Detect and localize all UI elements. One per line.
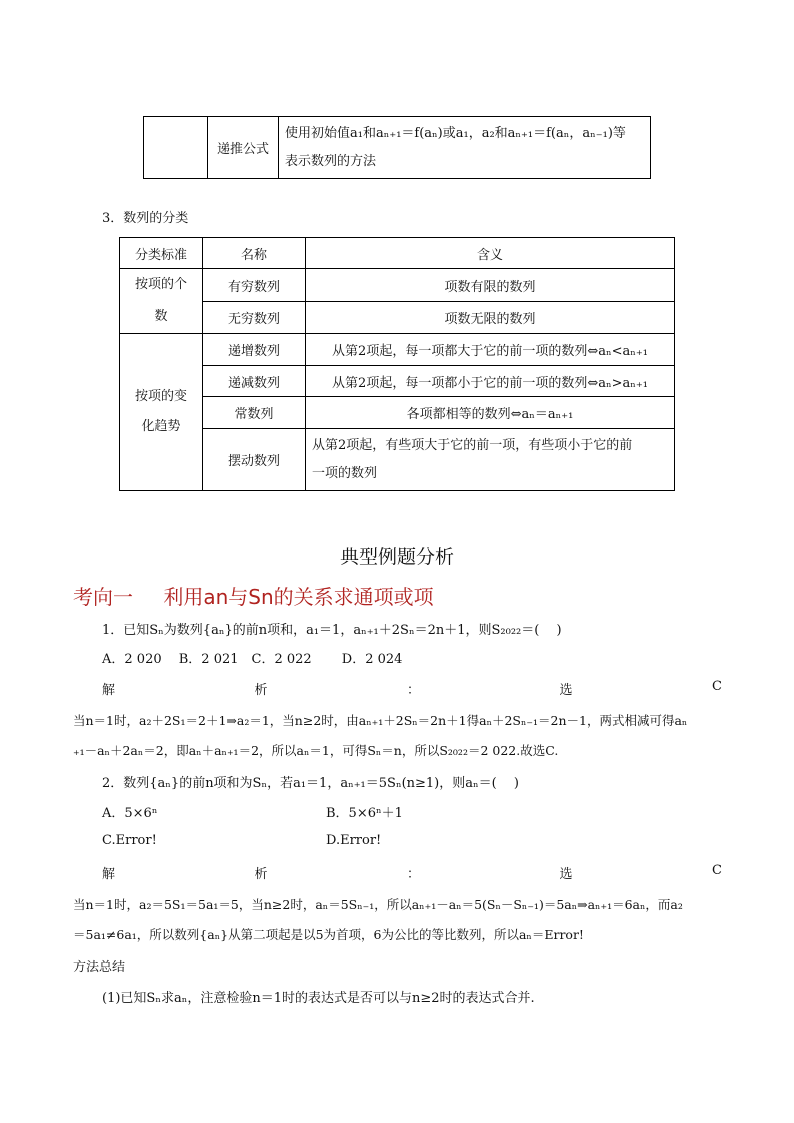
row-name: 摆动数列 xyxy=(203,429,306,491)
group-by-count-line2: 数 xyxy=(154,309,168,324)
sol-char: 解 xyxy=(102,867,116,882)
q2-solution-line2: ＝5a₁≠6a₁，所以数列{aₙ}从第二项起是以5为首项，6为公比的等比数列，所以aₙ＝Error! xyxy=(73,927,584,942)
sol-char: 析 xyxy=(254,683,268,698)
row-meaning: 从第2项起，每一项都小于它的前一项的数列⇔aₙ>aₙ₊₁ xyxy=(306,366,675,397)
definition-table xyxy=(143,116,651,179)
kaoxiang-label: 考向一 xyxy=(73,585,133,609)
header-name: 名称 xyxy=(203,238,306,269)
recursive-formula-label: 递推公式 xyxy=(208,117,279,179)
group-by-count xyxy=(120,269,203,334)
q2-option-b: B．5×6ⁿ＋1 xyxy=(326,806,403,821)
sol-char: 解 xyxy=(102,683,116,698)
q2-option-d: D.Error! xyxy=(326,833,382,848)
section-3-title: 3．数列的分类 xyxy=(102,211,189,226)
sol-char: 析 xyxy=(254,867,268,882)
classification-table xyxy=(119,237,675,491)
row-name: 有穷数列 xyxy=(203,269,306,302)
q1-solution-label xyxy=(102,679,722,698)
q2-solution-label xyxy=(102,863,722,882)
q2-solution-line1: 当n＝1时，a₂＝5S₁＝5a₁＝5，当n≥2时，aₙ＝5Sₙ₋₁，所以aₙ₊₁－aₙ＝5(Sₙ－Sₙ₋₁)＝5aₙ⇒aₙ₊₁＝6aₙ，而a₂ xyxy=(73,897,683,912)
method-item-1: (1)已知Sₙ求aₙ，注意检验n＝1时的表达式是否可以与n≥2时的表达式合并. xyxy=(102,991,535,1006)
row-name: 递减数列 xyxy=(203,366,306,397)
header-meaning: 含义 xyxy=(306,238,675,269)
group-by-trend-line1: 按项的变 xyxy=(134,389,187,404)
q1-stem: 1．已知Sₙ为数列{aₙ}的前n项和，a₁＝1，aₙ₊₁＋2Sₙ＝2n＋1，则S₂₀₂₂＝( ) xyxy=(102,623,562,638)
sol-char: ： xyxy=(407,683,421,698)
sol-char: 选 xyxy=(559,867,573,882)
q2-option-c: C.Error! xyxy=(102,833,157,848)
group-by-trend xyxy=(120,334,203,491)
q2-stem: 2．数列{aₙ}的前n项和为Sₙ，若a₁＝1，aₙ₊₁＝5Sₙ(n≥1)，则aₙ＝( ) xyxy=(102,776,519,791)
group-by-count-line1: 按项的个 xyxy=(134,277,187,292)
sol-char: ： xyxy=(407,867,421,882)
row-meaning: 项数有限的数列 xyxy=(306,269,675,302)
kaoxiang-title: 利用an与Sn的关系求通项或项 xyxy=(163,585,434,609)
sol-char: C xyxy=(712,679,722,694)
method-title: 方法总结 xyxy=(73,960,126,975)
row-meaning: 各项都相等的数列⇔aₙ＝aₙ₊₁ xyxy=(306,397,675,429)
content-line-2: 表示数列的方法 xyxy=(285,153,377,169)
empty-cell xyxy=(144,117,208,179)
row-meaning xyxy=(306,429,675,491)
recursive-formula-content xyxy=(279,117,651,179)
row-meaning-line1: 从第2项起，有些项大于它的前一项，有些项小于它的前 xyxy=(312,437,633,453)
row-meaning-line2: 一项的数列 xyxy=(312,465,378,481)
row-meaning: 项数无限的数列 xyxy=(306,302,675,334)
kaoxiang-heading xyxy=(73,581,434,610)
q2-option-a: A．5×6ⁿ xyxy=(102,806,158,821)
row-name: 常数列 xyxy=(203,397,306,429)
row-meaning: 从第2项起，每一项都大于它的前一项的数列⇔aₙ<aₙ₊₁ xyxy=(306,334,675,366)
sol-char: 选 xyxy=(559,683,573,698)
header-standard: 分类标准 xyxy=(120,238,203,269)
q1-solution-line1: 当n＝1时，a₂＋2S₁＝2＋1⇒a₂＝1，当n≥2时，由aₙ₊₁＋2Sₙ＝2n＋1得aₙ＋2Sₙ₋₁＝2n－1，两式相减可得aₙ xyxy=(73,713,688,728)
page-title: 典型例题分析 xyxy=(339,546,454,568)
sol-char: C xyxy=(712,863,722,878)
q1-options: A．2 020 B．2 021 C．2 022 D．2 024 xyxy=(102,652,403,667)
row-name: 无穷数列 xyxy=(203,302,306,334)
q1-solution-line2: ₊₁－aₙ＋2aₙ＝2，即aₙ＋aₙ₊₁＝2，所以aₙ＝1，可得Sₙ＝n，所以S₂₀₂₂＝2 022.故选C. xyxy=(73,743,559,758)
row-name: 递增数列 xyxy=(203,334,306,366)
group-by-trend-line2: 化趋势 xyxy=(141,419,181,434)
content-line-1: 使用初始值a₁和aₙ₊₁＝f(aₙ)或a₁，a₂和aₙ₊₁＝f(aₙ，aₙ₋₁)等 xyxy=(285,125,626,141)
